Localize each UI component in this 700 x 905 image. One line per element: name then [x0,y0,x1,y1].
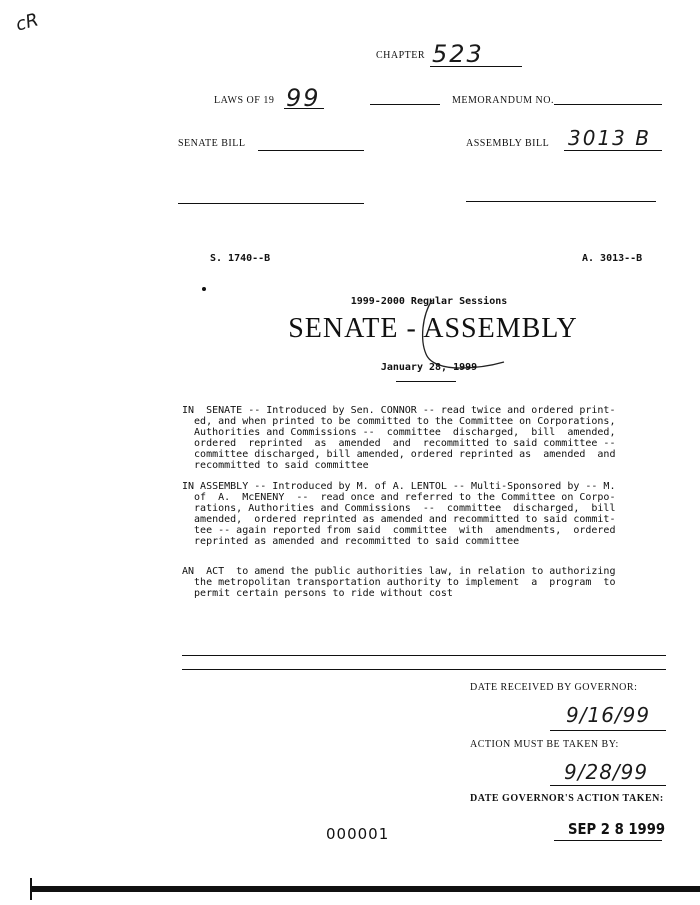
assembly-bill-label: ASSEMBLY BILL [466,138,550,149]
divider-line [182,655,666,656]
assembly-intro-line: tee -- again reported from said committee with amendments, ordered [182,525,616,536]
act-line: the metropolitan transportation authority to implement a program to [182,577,616,588]
senate-bill-underline [258,150,364,151]
blank-line-right [466,201,656,202]
action-by-label: ACTION MUST BE TAKEN BY: [470,739,619,750]
senate-intro-line: recommitted to said committee [182,460,369,471]
page-number: 000001 [326,825,390,843]
corner-handwritten-mark: cR [13,9,41,36]
assembly-intro-line: of A. McENENY -- read once and referred to the Committee on Corpo- [182,492,616,503]
action-by-value: 9/28/99 [564,760,649,784]
laws-label: LAWS OF 19 [214,95,275,106]
assembly-bill-number: 3013 B [568,126,651,150]
assembly-intro-line: rations, Authorities and Commissions -- committee discharged, bill [182,503,616,514]
chapter-underline [430,66,522,67]
senate-intro-line: ordered reprinted as amended and recommitted to said committee -- [182,438,616,449]
assembly-introduction [182,481,615,547]
chapter-number: 523 [432,40,484,68]
assembly-bill-id: A. 3013--B [582,253,643,264]
act-description [182,566,615,599]
action-by-underline [550,785,666,786]
bottom-scan-edge [30,878,32,900]
senate-bill-label: SENATE BILL [178,138,246,149]
senate-intro-line: Authorities and Commissions -- committee discharged, bill amended, [182,427,616,438]
chapter-label: CHAPTER [376,50,426,61]
senate-intro-line: committee discharged, bill amended, ordered reprinted as amended and [182,449,616,460]
action-taken-stamp: SEP 2 8 1999 [568,820,666,838]
stamp-underline [554,840,662,841]
act-line: AN ACT to amend the public authorities law, in relation to authorizing [182,566,616,577]
bottom-scan-bar [30,886,700,892]
action-taken-label: DATE GOVERNOR'S ACTION TAKEN: [470,793,664,804]
act-line: permit certain persons to ride without cost [182,588,453,599]
date-received-label: DATE RECEIVED BY GOVERNOR: [470,682,638,693]
bill-title: SENATE - ASSEMBLY [288,313,578,344]
laws-year: 99 [286,84,321,112]
laws-blank-line [370,104,440,105]
assembly-intro-line: amended, ordered reprinted as amended and recommitted to said commit- [182,514,616,525]
divider-line [182,669,666,670]
date-received-value: 9/16/99 [566,703,651,727]
bill-date: January 28, 1999 [380,362,478,373]
senate-introduction [182,405,615,471]
laws-underline [284,108,324,109]
session-line: 1999-2000 Regular Sessions [350,296,508,307]
assembly-intro-line: reprinted as amended and recommitted to said committee [182,536,520,547]
senate-intro-line: ed, and when printed to be committed to the Committee on Corporations, [182,416,616,427]
date-received-underline [550,730,666,731]
blank-line-left [178,203,364,204]
assembly-bill-underline [564,150,662,151]
senate-intro-line: IN SENATE -- Introduced by Sen. CONNOR -- read twice and ordered print- [182,405,616,416]
senate-bill-id: S. 1740--B [210,253,271,264]
memorandum-label: MEMORANDUM NO. [452,95,555,106]
date-underline [396,381,456,382]
assembly-intro-line: IN ASSEMBLY -- Introduced by M. of A. LENTOL -- Multi-Sponsored by -- M. [182,481,616,492]
bullet-mark [202,287,206,291]
memorandum-underline [554,104,662,105]
